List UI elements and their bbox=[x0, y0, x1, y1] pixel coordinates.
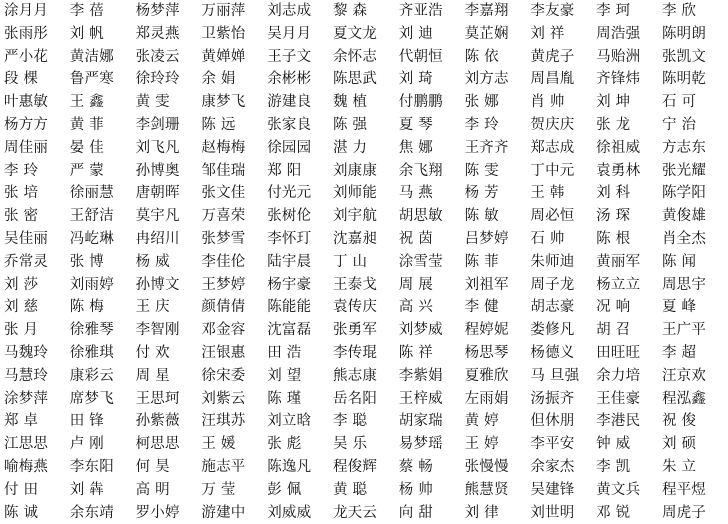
name-cell: 段 棵 bbox=[4, 71, 39, 88]
name-cell: 汪京欢 bbox=[661, 367, 707, 384]
name-cell: 钟 威 bbox=[596, 436, 631, 453]
name-cell: 刘宇航 bbox=[332, 208, 378, 225]
name-cell: 刘 科 bbox=[596, 185, 631, 202]
name-cell: 刘康康 bbox=[332, 162, 378, 179]
name-cell: 陈学阳 bbox=[661, 185, 707, 202]
name-cell: 吕梦婷 bbox=[464, 230, 509, 247]
name-cell: 徐雅琴 bbox=[69, 322, 114, 339]
name-cell: 丁中元 bbox=[530, 162, 575, 179]
name-cell: 余怀志 bbox=[332, 48, 378, 65]
name-cell: 马 旦强 bbox=[530, 367, 580, 384]
name-cell: 周 星 bbox=[135, 367, 170, 384]
name-cell: 刘雨婷 bbox=[69, 276, 114, 293]
name-cell: 汪银惠 bbox=[201, 344, 246, 361]
name-cell: 陈 敏 bbox=[464, 208, 499, 225]
name-cell: 李 玲 bbox=[464, 116, 499, 133]
name-cell: 张勇军 bbox=[332, 322, 378, 339]
name-cell: 李智刚 bbox=[135, 322, 180, 339]
name-cell: 吴佳丽 bbox=[4, 230, 49, 247]
name-cell: 徐雅琪 bbox=[69, 344, 114, 361]
name-cell: 肖 帅 bbox=[530, 94, 565, 111]
name-cell: 邓 锐 bbox=[596, 504, 631, 521]
name-cell: 蔡 畅 bbox=[398, 458, 433, 475]
name-cell: 石 可 bbox=[661, 94, 697, 111]
name-cell: 袁勇林 bbox=[596, 162, 641, 179]
name-cell: 夏 琴 bbox=[398, 116, 433, 133]
name-cell: 刘 坤 bbox=[596, 94, 631, 111]
name-cell: 沈嘉昶 bbox=[332, 230, 378, 247]
name-cell: 唐朝晖 bbox=[135, 185, 180, 202]
name-cell: 叶惠敏 bbox=[4, 94, 49, 111]
name-cell: 吴 乐 bbox=[332, 436, 368, 453]
name-cell: 刘紫云 bbox=[201, 390, 246, 407]
name-cell: 刘方志 bbox=[464, 71, 509, 88]
name-cell: 陈逸凡 bbox=[267, 458, 312, 475]
name-cell: 张家良 bbox=[267, 116, 312, 133]
name-cell: 夏雅欣 bbox=[464, 367, 509, 384]
name-cell: 席梦飞 bbox=[69, 390, 114, 407]
name-cell: 李嘉翔 bbox=[464, 3, 509, 19]
name-cell: 李怀玎 bbox=[267, 230, 312, 247]
name-cell: 张 月 bbox=[4, 322, 39, 339]
name-cell: 岳名阳 bbox=[332, 390, 378, 407]
name-cell: 程平煜 bbox=[661, 481, 707, 498]
name-cell: 陈 祥 bbox=[398, 344, 433, 361]
name-cell: 娄修凡 bbox=[530, 322, 575, 339]
name-cell: 周思宇 bbox=[661, 276, 707, 293]
name-cell: 齐锋炜 bbox=[596, 71, 641, 88]
name-cell: 王 鑫 bbox=[69, 94, 105, 111]
name-cell: 游建中 bbox=[201, 504, 246, 521]
name-cell: 李 凯 bbox=[596, 458, 631, 475]
name-cell: 李 蓓 bbox=[69, 3, 105, 19]
name-cell: 黄俊雄 bbox=[661, 208, 707, 225]
name-cell: 严 蒙 bbox=[69, 162, 105, 179]
name-cell: 黄婵婵 bbox=[201, 48, 246, 65]
name-cell: 冯屹琳 bbox=[69, 230, 114, 247]
name-cell: 王梦婷 bbox=[201, 276, 246, 293]
name-cell: 万丽萍 bbox=[201, 3, 246, 19]
name-cell: 陈 梅 bbox=[69, 299, 105, 316]
name-cell: 张凯文 bbox=[661, 48, 707, 65]
name-cell: 陈 诚 bbox=[4, 504, 39, 521]
name-cell: 代朝恒 bbox=[398, 48, 443, 65]
name-cell: 汪琪苏 bbox=[201, 413, 246, 430]
name-cell: 孙紫薇 bbox=[135, 413, 180, 430]
name-cell: 肖全杰 bbox=[661, 230, 707, 247]
name-cell: 严小花 bbox=[4, 48, 49, 65]
name-cell: 魏 植 bbox=[332, 94, 368, 111]
name-cell: 龙天云 bbox=[332, 504, 378, 521]
name-cell: 马 燕 bbox=[398, 185, 433, 202]
name-cell: 刘立晗 bbox=[267, 413, 312, 430]
name-cell: 莫芷娴 bbox=[464, 25, 509, 42]
name-cell: 何 昊 bbox=[135, 458, 170, 475]
name-cell: 王子文 bbox=[267, 48, 312, 65]
name-cell: 周 展 bbox=[398, 276, 433, 293]
name-cell: 李东阳 bbox=[69, 458, 114, 475]
name-cell: 刘 迪 bbox=[398, 25, 433, 42]
name-cell: 李友豪 bbox=[530, 3, 575, 19]
name-cell: 王 婷 bbox=[464, 436, 499, 453]
name-cell: 陈明乾 bbox=[661, 71, 707, 88]
name-cell: 罗小婷 bbox=[135, 504, 180, 521]
name-cell: 周昌胤 bbox=[530, 71, 575, 88]
name-cell: 周必恒 bbox=[530, 208, 575, 225]
name-cell: 刘 硕 bbox=[661, 436, 697, 453]
name-cell: 湛 力 bbox=[332, 139, 368, 156]
name-cell: 杨方方 bbox=[4, 116, 49, 133]
name-cell: 宁 治 bbox=[661, 116, 697, 133]
name-cell: 王舒洁 bbox=[69, 208, 114, 225]
name-cell: 李港民 bbox=[596, 413, 641, 430]
name-cell: 贺庆庆 bbox=[530, 116, 575, 133]
name-cell: 卢 刚 bbox=[69, 436, 105, 453]
name-cell: 涂雪莹 bbox=[398, 253, 443, 270]
name-cell: 张 彪 bbox=[267, 436, 302, 453]
name-cell: 陆宇晨 bbox=[267, 253, 312, 270]
name-cell: 徐宋委 bbox=[201, 367, 246, 384]
name-cell: 祝 茵 bbox=[398, 230, 433, 247]
name-cell: 杨思琴 bbox=[464, 344, 509, 361]
name-cell: 刘祖军 bbox=[464, 276, 509, 293]
name-cell: 张慢慢 bbox=[464, 458, 509, 475]
name-cell: 胡家瑞 bbox=[398, 413, 443, 430]
name-cell: 陈 强 bbox=[332, 116, 368, 133]
name-grid bbox=[4, 0, 728, 524]
name-cell: 张 娜 bbox=[464, 94, 499, 111]
name-cell: 万 莹 bbox=[201, 481, 236, 498]
name-cell: 李佳伦 bbox=[201, 253, 246, 270]
name-cell: 刘 慈 bbox=[4, 299, 39, 316]
name-cell: 刘师能 bbox=[332, 185, 378, 202]
name-cell: 黄文兵 bbox=[596, 481, 641, 498]
name-cell: 刘 琦 bbox=[398, 71, 433, 88]
name-cell: 黄 婷 bbox=[464, 413, 499, 430]
name-cell: 陈能能 bbox=[267, 299, 312, 316]
name-cell: 熊志康 bbox=[332, 367, 378, 384]
name-cell: 余 娟 bbox=[201, 71, 236, 88]
name-cell: 陈 闻 bbox=[661, 253, 697, 270]
name-cell: 左雨娟 bbox=[464, 390, 509, 407]
name-cell: 王广平 bbox=[661, 322, 707, 339]
name-cell: 卫紫怡 bbox=[201, 25, 246, 42]
name-cell: 丁 山 bbox=[332, 253, 368, 270]
name-cell: 余彬彬 bbox=[267, 71, 312, 88]
name-cell: 李传琨 bbox=[332, 344, 378, 361]
name-cell: 晏 佳 bbox=[69, 139, 105, 156]
name-cell: 杨宇豪 bbox=[267, 276, 312, 293]
name-cell: 黄 菲 bbox=[69, 116, 105, 133]
name-cell: 付 欢 bbox=[135, 344, 170, 361]
name-cell: 马慧玲 bbox=[4, 367, 49, 384]
name-cell: 郑 阳 bbox=[267, 162, 302, 179]
name-cell: 杨 帅 bbox=[398, 481, 433, 498]
name-cell: 徐园园 bbox=[267, 139, 312, 156]
name-cell: 乔常灵 bbox=[4, 253, 49, 270]
name-cell: 杨梦萍 bbox=[135, 3, 180, 19]
name-cell: 颜倩倩 bbox=[201, 299, 246, 316]
name-cell: 付鹏鹏 bbox=[398, 94, 443, 111]
name-cell: 李 聪 bbox=[332, 413, 368, 430]
name-cell: 余家杰 bbox=[530, 458, 575, 475]
name-cell: 刘威威 bbox=[267, 504, 312, 521]
name-cell: 焦 娜 bbox=[398, 139, 433, 156]
name-cell: 余东靖 bbox=[69, 504, 114, 521]
name-cell: 邓金容 bbox=[201, 322, 246, 339]
name-cell: 李紫娟 bbox=[398, 367, 443, 384]
name-cell: 郑志成 bbox=[530, 139, 575, 156]
name-cell: 陈 根 bbox=[596, 230, 631, 247]
name-cell: 王泰戈 bbox=[332, 276, 378, 293]
name-cell: 周浩强 bbox=[596, 25, 641, 42]
name-cell: 徐丽慧 bbox=[69, 185, 114, 202]
name-cell: 易梦瑶 bbox=[398, 436, 443, 453]
name-cell: 田 锋 bbox=[69, 413, 105, 430]
name-cell: 胡志豪 bbox=[530, 299, 575, 316]
name-cell: 王齐齐 bbox=[464, 139, 509, 156]
name-cell: 王思珂 bbox=[135, 390, 180, 407]
name-cell: 田旺旺 bbox=[596, 344, 641, 361]
name-cell: 王 韩 bbox=[530, 185, 565, 202]
name-cell: 李 健 bbox=[464, 299, 499, 316]
name-cell: 陈 瑾 bbox=[267, 390, 302, 407]
name-cell: 向 甜 bbox=[398, 504, 433, 521]
name-cell: 李 珂 bbox=[596, 3, 631, 19]
name-cell: 王佳豪 bbox=[596, 390, 641, 407]
name-cell: 田 浩 bbox=[267, 344, 302, 361]
name-cell: 王梓威 bbox=[398, 390, 443, 407]
name-cell: 刘 莎 bbox=[4, 276, 39, 293]
name-cell: 石 帅 bbox=[530, 230, 565, 247]
name-cell: 刘 帆 bbox=[69, 25, 105, 42]
name-cell: 朱 立 bbox=[661, 458, 697, 475]
name-cell: 余飞翔 bbox=[398, 162, 443, 179]
name-cell: 李 玲 bbox=[4, 162, 39, 179]
name-cell: 李 欣 bbox=[661, 3, 697, 19]
name-cell: 刘 律 bbox=[464, 504, 499, 521]
name-cell: 程俊辉 bbox=[332, 458, 378, 475]
name-cell: 张树伦 bbox=[267, 208, 312, 225]
name-cell: 杨德义 bbox=[530, 344, 575, 361]
name-cell: 邹佳瑞 bbox=[201, 162, 246, 179]
name-cell: 夏文龙 bbox=[332, 25, 378, 42]
name-cell: 祝 俊 bbox=[661, 413, 697, 430]
name-cell: 陈 雯 bbox=[464, 162, 499, 179]
name-cell: 汤 琛 bbox=[596, 208, 631, 225]
name-cell: 马贻洲 bbox=[596, 48, 641, 65]
name-cell: 黄 聪 bbox=[332, 481, 368, 498]
name-cell: 胡思敏 bbox=[398, 208, 443, 225]
name-cell: 周佳丽 bbox=[4, 139, 49, 156]
name-cell: 黄 雯 bbox=[135, 94, 170, 111]
name-cell: 吴月月 bbox=[267, 25, 312, 42]
name-cell: 张光耀 bbox=[661, 162, 707, 179]
name-cell: 张雨彤 bbox=[4, 25, 49, 42]
name-cell: 黄丽军 bbox=[596, 253, 641, 270]
name-cell: 张文佳 bbox=[201, 185, 246, 202]
name-cell: 赵梅梅 bbox=[201, 139, 246, 156]
name-cell: 沈富磊 bbox=[267, 322, 312, 339]
name-cell: 李平安 bbox=[530, 436, 575, 453]
name-cell: 李 超 bbox=[661, 344, 697, 361]
name-cell: 鲁严寒 bbox=[69, 71, 114, 88]
name-cell: 郑 卓 bbox=[4, 413, 39, 430]
name-cell: 齐亚浩 bbox=[398, 3, 443, 19]
name-cell: 康梦飞 bbox=[201, 94, 246, 111]
name-cell: 程婷妮 bbox=[464, 322, 509, 339]
name-cell: 莫宇凡 bbox=[135, 208, 180, 225]
name-cell: 张梦雪 bbox=[201, 230, 246, 247]
name-cell: 高 兴 bbox=[398, 299, 433, 316]
name-cell: 付 田 bbox=[4, 481, 39, 498]
name-cell: 黄洁娜 bbox=[69, 48, 114, 65]
name-cell: 刘飞凡 bbox=[135, 139, 180, 156]
name-cell: 杨 芳 bbox=[464, 185, 499, 202]
name-cell: 李剑珊 bbox=[135, 116, 180, 133]
name-cell: 但休朋 bbox=[530, 413, 575, 430]
name-cell: 徐玲玲 bbox=[135, 71, 180, 88]
name-cell: 黎 森 bbox=[332, 3, 368, 19]
name-cell: 张凌云 bbox=[135, 48, 180, 65]
name-cell: 孙博文 bbox=[135, 276, 180, 293]
name-cell: 程泓鑫 bbox=[661, 390, 707, 407]
name-cell: 刘 祥 bbox=[530, 25, 565, 42]
name-cell: 熊慧贤 bbox=[464, 481, 509, 498]
name-cell: 张 博 bbox=[69, 253, 105, 270]
name-cell: 江思思 bbox=[4, 436, 49, 453]
name-cell: 付光元 bbox=[267, 185, 312, 202]
name-cell: 方志东 bbox=[661, 139, 707, 156]
name-cell: 刘 望 bbox=[267, 367, 302, 384]
name-cell: 高 明 bbox=[135, 481, 170, 498]
name-cell: 陈明朗 bbox=[661, 25, 707, 42]
name-cell: 刘世明 bbox=[530, 504, 575, 521]
name-cell: 郑灵燕 bbox=[135, 25, 180, 42]
name-cell: 周虎子 bbox=[661, 504, 707, 521]
name-cell: 涂梦萍 bbox=[4, 390, 49, 407]
name-cell: 王 媛 bbox=[201, 436, 236, 453]
name-cell: 况 响 bbox=[596, 299, 631, 316]
name-cell: 万喜荣 bbox=[201, 208, 246, 225]
name-cell: 刘梦威 bbox=[398, 322, 443, 339]
name-cell: 孙博奥 bbox=[135, 162, 180, 179]
name-cell: 王 庆 bbox=[135, 299, 170, 316]
name-cell: 张 培 bbox=[4, 185, 39, 202]
name-cell: 夏 峰 bbox=[661, 299, 697, 316]
name-cell: 朱师迪 bbox=[530, 253, 575, 270]
name-cell: 施志平 bbox=[201, 458, 246, 475]
name-cell: 吴建锋 bbox=[530, 481, 575, 498]
name-cell: 柯思思 bbox=[135, 436, 180, 453]
name-cell: 喻梅燕 bbox=[4, 458, 49, 475]
name-cell: 汤振齐 bbox=[530, 390, 575, 407]
name-cell: 陈 菲 bbox=[464, 253, 499, 270]
name-cell: 刘 犇 bbox=[69, 481, 105, 498]
name-cell: 袁传庆 bbox=[332, 299, 378, 316]
name-cell: 陈思武 bbox=[332, 71, 378, 88]
name-cell: 张 龙 bbox=[596, 116, 631, 133]
name-cell: 陈 远 bbox=[201, 116, 236, 133]
name-cell: 杨 威 bbox=[135, 253, 170, 270]
name-cell: 张 密 bbox=[4, 208, 39, 225]
name-cell: 陈 依 bbox=[464, 48, 499, 65]
name-cell: 刘志成 bbox=[267, 3, 312, 19]
name-cell: 周子龙 bbox=[530, 276, 575, 293]
name-cell: 康彩云 bbox=[69, 367, 114, 384]
name-cell: 胡 召 bbox=[596, 322, 631, 339]
name-cell: 马魏玲 bbox=[4, 344, 49, 361]
name-cell: 涂月月 bbox=[4, 3, 49, 19]
name-cell: 彭 佩 bbox=[267, 481, 302, 498]
name-cell: 杨立立 bbox=[596, 276, 641, 293]
name-cell: 徐祖威 bbox=[596, 139, 641, 156]
name-cell: 黄虎子 bbox=[530, 48, 575, 65]
name-cell: 余力培 bbox=[596, 367, 641, 384]
name-cell: 冉绍川 bbox=[135, 230, 180, 247]
name-cell: 游建良 bbox=[267, 94, 312, 111]
